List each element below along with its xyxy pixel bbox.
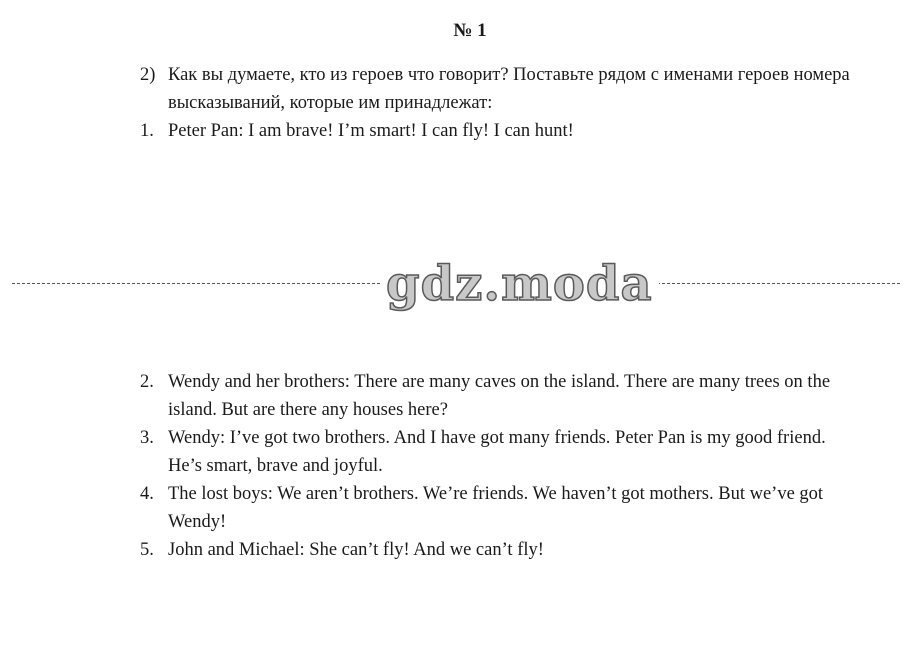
watermark-logo: gdz.moda: [380, 255, 659, 313]
list-item: [140, 368, 860, 424]
task-instruction: [140, 61, 860, 117]
item-number: 3.: [140, 428, 154, 448]
item-number: 2.: [140, 372, 154, 392]
item-text: Peter Pan: I am brave! I’m smart! I can fly! I can hunt!: [168, 121, 574, 141]
task-text: Как вы думаете, кто из героев что говорит? Поставьте рядом с именами героев номера высказываний, которые им принадлежат:: [168, 65, 850, 113]
task-number: 2): [140, 65, 156, 85]
list-item: [140, 117, 860, 145]
list-item: [140, 480, 860, 536]
items-list: [140, 368, 860, 564]
list-item: [140, 536, 860, 564]
item-number: 4.: [140, 484, 154, 504]
list-item: [140, 424, 860, 480]
item-number: 5.: [140, 540, 154, 560]
task-block: [140, 61, 860, 145]
item-text: Wendy: I’ve got two brothers. And I have got many friends. Peter Pan is my good friend. He’s smart, brave and joyful.: [168, 428, 826, 476]
item-text: Wendy and her brothers: There are many caves on the island. There are many trees on the island. But are there any houses here?: [168, 372, 831, 420]
item-number: 1.: [140, 121, 154, 141]
page-title: № 1: [453, 20, 487, 41]
item-text: John and Michael: She can’t fly! And we can’t fly!: [168, 540, 544, 560]
item-text: The lost boys: We aren’t brothers. We’re friends. We haven’t got mothers. But we’ve got Wendy!: [168, 484, 824, 532]
